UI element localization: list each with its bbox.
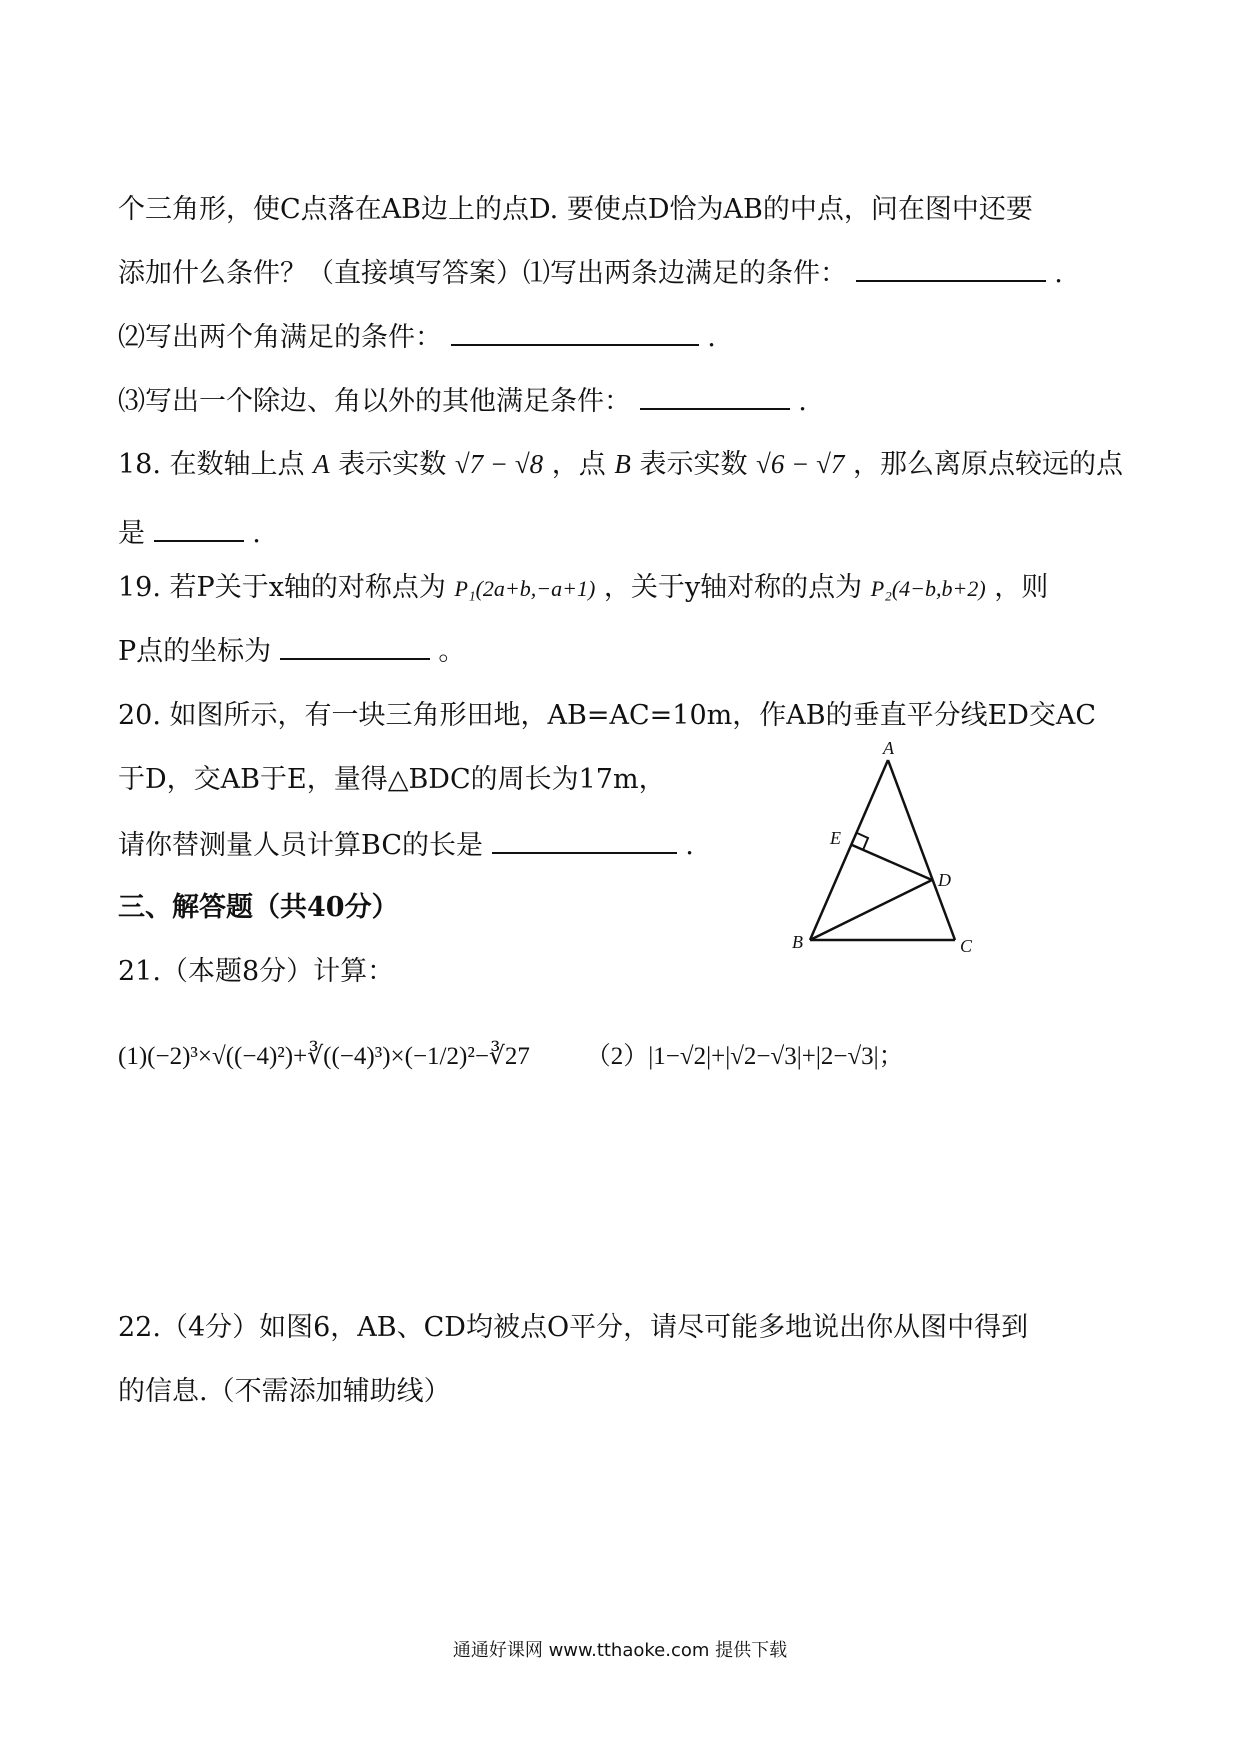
q21-title: 21.（本题8分）计算： [118, 956, 395, 987]
q20-line3-text: 请你替测量人员计算BC的长是 [118, 830, 484, 861]
q18-line2-text: 是 [118, 518, 145, 549]
q18-line2 [118, 514, 261, 552]
q17-line3-text: ⑵写出两个角满足的条件： [118, 322, 442, 353]
q19-line2 [118, 632, 465, 670]
q19-p1: P₁(2a+b,−a+1) [454, 576, 596, 601]
q19-line2-text: P点的坐标为 [118, 636, 272, 667]
q17-blank-2[interactable] [451, 318, 699, 346]
q18-expr-a: √7 − √8 [454, 449, 544, 479]
q17-line2 [118, 254, 1063, 292]
q20-line3-end: . [685, 830, 694, 861]
q20-line2: 于D，交AB于E，量得△BDC的周长为17m， [118, 764, 666, 795]
q18-prefix: 18. 在数轴上点 [118, 449, 305, 480]
q19-blank[interactable] [280, 632, 430, 660]
q20-line1: 20. 如图所示，有一块三角形田地，AB=AC=10m，作AB的垂直平分线ED交AC [118, 700, 1097, 731]
label-e: E [830, 828, 841, 848]
q19-prefix: 19. 若P关于x轴的对称点为 [118, 572, 446, 603]
segment-ed [852, 845, 932, 880]
side-ac [888, 760, 955, 940]
q18-mid3: 表示实数 [639, 449, 748, 480]
q17-line3-end: . [707, 322, 716, 353]
q19-p2: P₂(4−b,b+2) [870, 576, 986, 601]
q18-line2-end: . [252, 518, 261, 549]
q21-parts [118, 1038, 904, 1075]
q19-line1 [118, 570, 1048, 607]
q18-mid2: ，点 [551, 449, 606, 480]
q20-line3 [118, 826, 694, 864]
q21-part1: (1)(−2)³×√((−4)²)+∛((−4)³)×(−1/2)²−∛27 [118, 1043, 530, 1070]
label-d: D [938, 870, 951, 890]
q18-mid1: 表示实数 [338, 449, 447, 480]
q18-line1 [118, 446, 1123, 483]
q17-line3 [118, 318, 716, 356]
q18-blank[interactable] [154, 514, 244, 542]
q18-suffix: ，那么离原点较远的点 [853, 449, 1123, 480]
q19-suffix: ，则 [994, 572, 1049, 603]
q22-line1: 22.（4分）如图6，AB、CD均被点O平分，请尽可能多地说出你从图中得到 [118, 1312, 1029, 1343]
q17-line1: 个三角形，使C点落在AB边上的点D. 要使点D恰为AB的中点，问在图中还要 [118, 194, 1033, 225]
q21-part2: （2）|1−√2|+|√2−√3|+|2−√3|； [585, 1043, 904, 1070]
q18-expr-b: √6 − √7 [756, 449, 845, 479]
q17-line2-end: . [1054, 258, 1063, 289]
side-ab [810, 760, 888, 940]
q19-line2-end: 。 [438, 636, 466, 667]
q18-point-a: A [313, 449, 330, 479]
q17-line4 [118, 382, 807, 420]
q17-blank-1[interactable] [856, 254, 1046, 282]
triangle-figure [780, 740, 1000, 960]
section-3-heading: 三、解答题（共40分） [118, 892, 399, 923]
q22-line2: 的信息.（不需添加辅助线） [118, 1376, 451, 1407]
page-footer: 通通好课网 www.tthaoke.com 提供下载 [452, 1640, 788, 1661]
label-c: C [960, 936, 973, 956]
q17-line4-text: ⑶写出一个除边、角以外的其他满足条件： [118, 386, 631, 417]
q17-line2-text: 添加什么条件？（直接填写答案）⑴写出两条边满足的条件： [118, 258, 847, 289]
q17-blank-3[interactable] [640, 382, 790, 410]
label-a: A [883, 740, 894, 758]
segment-bd [810, 880, 932, 940]
q17-line4-end: . [798, 386, 807, 417]
label-b: B [792, 932, 803, 952]
q18-point-b: B [614, 449, 631, 479]
q20-blank[interactable] [492, 826, 677, 854]
q19-mid: ，关于y轴对称的点为 [603, 572, 863, 603]
